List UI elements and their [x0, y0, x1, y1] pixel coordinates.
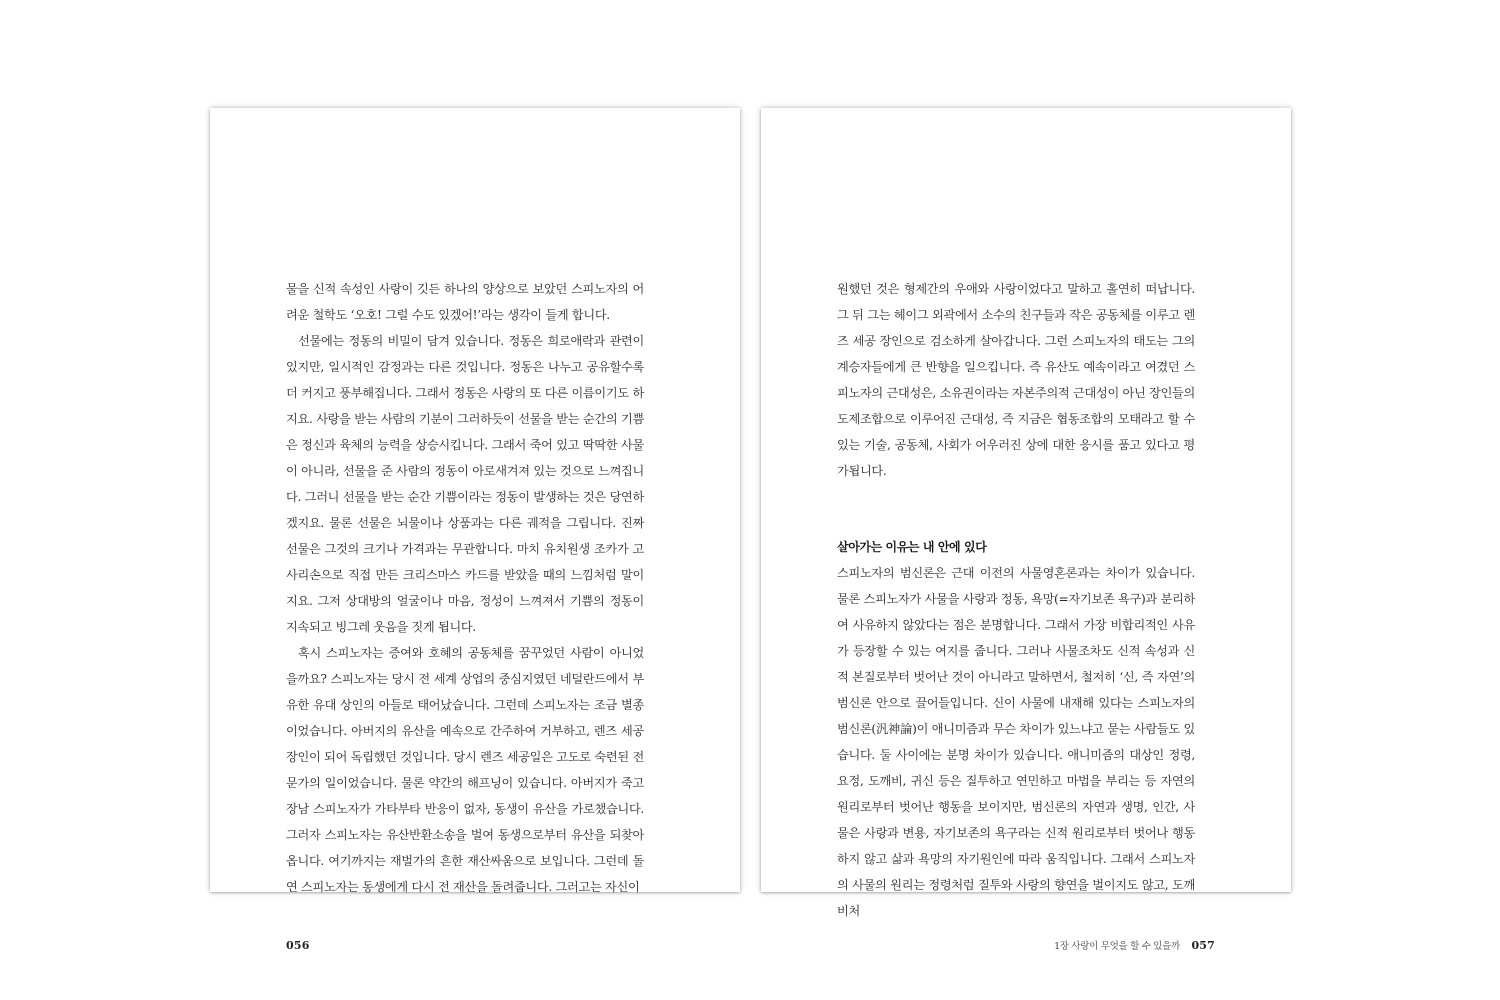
running-head: 1장 사랑이 무엇을 할 수 있을까 — [1054, 941, 1180, 952]
right-page-folio — [1054, 936, 1215, 957]
paragraph: 스피노자의 범신론은 근대 이전의 사물영혼론과는 차이가 있습니다. 물론 스피노자가 사물을 사랑과 정동, 욕망(=자기보존 욕구)과 분리하여 사유하지 않았다는 점은 분명합니다. 그래서 가장 비합리적인 사유가 등장할 수 있는 여지를 줍니다. 그러나 사물조차도 신적 속성과 신적 본질로부터 벗어난 것이 아니라고 말하면서, 철저히 ‘신, 즉 자연’의 범신론 안으로 끌어들입니다. 신이 사물에 내재해 있다는 스피노자의 범신론(汎神論)이 애니미즘과 무슨 차이가 있느냐고 묻는 사람들도 있습니다. 둘 사이에는 분명 차이가 있습니다. 애니미즘의 대상인 정령, 요정, 도깨비, 귀신 등은 질투하고 연민하고 마법을 부리는 등 자연의 원리로부터 벗어난 행동을 보이지만, 범신론의 자연과 생명, 인간, 사물은 사랑과 변용, 자기보존의 욕구라는 신적 원리로부터 벗어나 행동하지 않고 삶과 욕망의 자기원인에 따라 움직입니다. 그래서 스피노자의 사물의 원리는 정령처럼 질투와 사랑의 향연을 벌이지도 않고, 도깨비처 — [837, 566, 1195, 918]
left-page — [210, 108, 740, 952]
paragraph: 원했던 것은 형제간의 우애와 사랑이었다고 말하고 홀연히 떠납니다. 그 뒤 그는 헤이그 외곽에서 소수의 친구들과 작은 공동체를 이루고 렌즈 세공 장인으로 검소하게 살아갑니다. 그런 스피노자의 태도는 그의 계승자들에게 큰 반향을 일으킵니다. 즉 유산도 예속이라고 여겼던 스피노자의 근대성은, 소유권이라는 자본주의적 근대성이 아닌 장인들의 도제조합으로 이루어진 근대성, 즉 지금은 협동조합의 모태라고 할 수 있는 기술, 공동체, 사회가 어우러진 상에 대한 응시를 품고 있다고 평가됩니다. — [837, 282, 1195, 478]
right-page — [761, 108, 1291, 952]
page-number: 057 — [1191, 939, 1215, 952]
left-page-body — [286, 276, 644, 900]
paragraph: 혹시 스피노자는 증여와 호혜의 공동체를 꿈꾸었던 사람이 아니었을까요? 스피노자는 당시 전 세계 상업의 중심지였던 네덜란드에서 부유한 유대 상인의 아들로 태어났습니다. 그런데 스피노자는 조금 별종이었습니다. 아버지의 유산을 예속으로 간주하여 거부하고, 렌즈 세공 장인이 되어 독립했던 것입니다. 당시 렌즈 세공일은 고도로 숙련된 전문가의 일이었습니다. 물론 약간의 해프닝이 있습니다. 아버지가 죽고 장남 스피노자가 가타부타 반응이 없자, 동생이 유산을 가로챘습니다. 그러자 스피노자는 유산반환소송을 벌여 동생으로부터 유산을 되찾아옵니다. 여기까지는 재벌가의 흔한 재산싸움으로 보입니다. 그런데 돌연 스피노자는 동생에게 다시 전 재산을 돌려줍니다. 그러고는 자신이 — [286, 646, 644, 894]
left-page-folio — [286, 936, 310, 956]
right-page-body-upper — [837, 276, 1195, 484]
paragraph: 선물에는 정동의 비밀이 담겨 있습니다. 정동은 희로애락과 관련이 있지만, 일시적인 감정과는 다른 것입니다. 정동은 나누고 공유할수록 더 커지고 풍부해집니다. 그래서 정동은 사랑의 또 다른 이름이기도 하지요. 사랑을 받는 사람의 기분이 그러하듯이 선물을 받는 순간의 기쁨은 정신과 육체의 능력을 상승시킵니다. 그래서 죽어 있고 딱딱한 사물이 아니라, 선물을 준 사람의 정동이 아로새겨져 있는 것으로 느껴집니다. 그러니 선물을 받는 순간 기쁨이라는 정동이 발생하는 것은 당연하겠지요. 물론 선물은 뇌물이나 상품과는 다른 궤적을 그립니다. 진짜 선물은 그것의 크기나 가격과는 무관합니다. 마치 유치원생 조카가 고사리손으로 직접 만든 크리스마스 카드를 받았을 때의 느낌처럼 말이지요. 그저 상대방의 얼굴이나 마음, 정성이 느껴져서 기쁨의 정동이 지속되고 빙그레 웃음을 짓게 됩니다. — [286, 334, 644, 634]
paragraph: 물을 신적 속성인 사랑이 깃든 하나의 양상으로 보았던 스피노자의 어려운 철학도 ‘오호! 그럴 수도 있겠어!’라는 생각이 들게 합니다. — [286, 282, 644, 322]
section-heading: 살아가는 이유는 내 안에 있다 — [837, 540, 987, 554]
right-page-body-lower — [837, 560, 1195, 924]
page-number: 056 — [286, 939, 310, 952]
